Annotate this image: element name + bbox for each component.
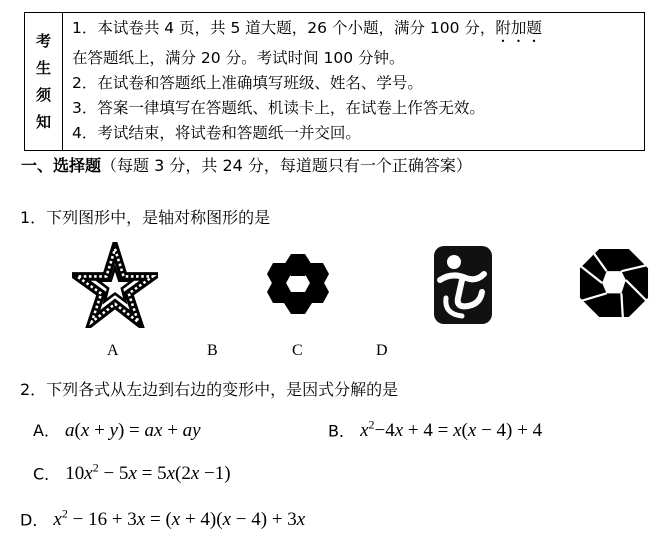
question-2-text: 2．下列各式从左边到右边的变形中，是因式分解的是 (20, 380, 399, 399)
notice-line-4: 3．答案一律填写在答题纸、机读卡上，在试卷上作答无效。 (72, 99, 485, 117)
notice-heading-char: 知 (35, 112, 51, 131)
notice-emphasis: 附加题 (495, 19, 542, 37)
notice-line-2: 在答题纸上，满分 20 分。考试时间 100 分钟。 (72, 49, 405, 67)
section-header (21, 153, 472, 176)
option-d-label: D． (20, 510, 49, 530)
question-1-text: 1．下列图形中，是轴对称图形的是 (20, 208, 271, 227)
option-c-formula: $10x^2 - 5x = 5x(2x -1)$ (65, 461, 231, 485)
notice-line-1 (72, 16, 644, 46)
exam-notice-box (24, 12, 645, 151)
hexagons (267, 254, 329, 314)
figure-label-b: B (207, 342, 218, 359)
figure-label-d: D (376, 342, 388, 359)
option-b-formula: $x^2-4x + 4 = x(x - 4) + 4$ (360, 418, 543, 442)
notice-line-3: 2．在试卷和答题纸上准确填写班级、姓名、学号。 (72, 74, 423, 92)
notice-heading-char: 须 (35, 85, 51, 104)
section-title: 一、选择题 (21, 156, 102, 175)
option-a-formula: a(x + y) = ax + ay (65, 420, 201, 441)
option-c-label: C． (33, 464, 61, 484)
figure-label-c: C (292, 342, 303, 359)
figure-a-filmstrip-star (72, 242, 158, 328)
notice-line-5: 4．考试结束，将试卷和答题纸一并交回。 (72, 124, 361, 142)
option-d (20, 507, 305, 531)
figure-c-emblem-seal (432, 242, 494, 328)
notice-heading-char: 生 (35, 58, 51, 77)
option-a-label: A． (33, 421, 60, 440)
option-b (328, 418, 542, 442)
section-note: （每题 3 分，共 24 分，每道题只有一个正确答案） (101, 156, 472, 175)
option-b-label: B． (328, 421, 355, 441)
notice-heading-char: 考 (35, 31, 51, 50)
figure-label-a: A (107, 342, 119, 359)
notice-line-1-text: 1．本试卷共 4 页，共 5 道大题，26 个小题，满分 100 分， (72, 19, 496, 37)
notice-heading (25, 13, 63, 150)
figure-b-hexagon-ring (262, 252, 334, 316)
option-c (33, 461, 231, 485)
option-a (33, 418, 201, 442)
option-d-formula: $x^2 - 16 + 3x = (x + 4)(x - 4) + 3x$ (53, 507, 306, 531)
figure-d-aperture-octagon (577, 246, 651, 320)
notice-body (63, 13, 644, 150)
